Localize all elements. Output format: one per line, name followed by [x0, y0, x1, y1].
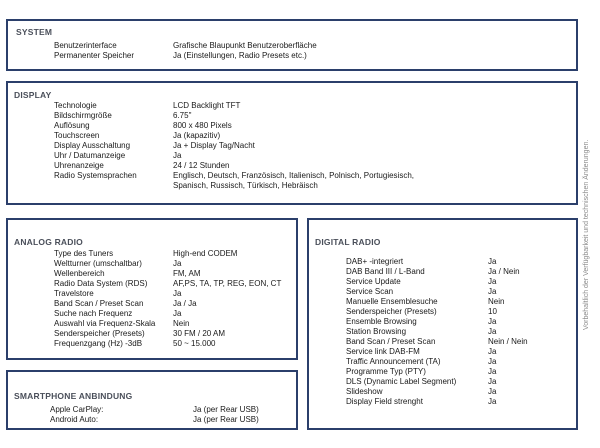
spec-label: Android Auto:: [50, 415, 99, 424]
spec-label: Touchscreen: [54, 131, 100, 140]
spec-value: 10: [488, 307, 497, 316]
spec-value: Nein / Nein: [488, 337, 528, 346]
display-title: DISPLAY: [14, 90, 52, 100]
analog-radio-panel: [6, 218, 298, 360]
spec-value: 50 ~ 15.000: [173, 339, 216, 348]
spec-label: Bildschirmgröße: [54, 111, 112, 120]
spec-value: Ja: [488, 397, 497, 406]
spec-value: Ja + Display Tag/Nacht: [173, 141, 255, 150]
spec-value: Spanisch, Russisch, Türkisch, Hebräisch: [173, 181, 318, 190]
smartphone-title: SMARTPHONE ANBINDUNG: [14, 391, 133, 401]
spec-value: 800 x 480 Pixels: [173, 121, 232, 130]
spec-value: Grafische Blaupunkt Benutzeroberfläche: [173, 41, 317, 50]
spec-label: DAB Band III / L-Band: [346, 267, 425, 276]
spec-label: Type des Tuners: [54, 249, 114, 258]
spec-label: Programme Typ (PTY): [346, 367, 426, 376]
spec-value: High-end CODEM: [173, 249, 238, 258]
spec-label: Auflösung: [54, 121, 90, 130]
spec-value: Ja: [173, 309, 182, 318]
spec-label: Weltturner (umschaltbar): [54, 259, 142, 268]
spec-label: Slideshow: [346, 387, 383, 396]
spec-value: Ja: [173, 151, 182, 160]
spec-value: AF,PS, TA, TP, REG, EON, CT: [173, 279, 282, 288]
spec-label: Service Scan: [346, 287, 394, 296]
spec-value: Ja: [488, 327, 497, 336]
spec-label: Display Ausschaltung: [54, 141, 131, 150]
spec-label: Uhr / Datumanzeige: [54, 151, 126, 160]
spec-value: Ja (per Rear USB): [193, 415, 259, 424]
spec-value: Ja: [173, 259, 182, 268]
spec-value: Ja: [488, 367, 497, 376]
spec-label: Senderspeicher (Presets): [346, 307, 437, 316]
spec-value: LCD Backlight TFT: [173, 101, 241, 110]
spec-label: DLS (Dynamic Label Segment): [346, 377, 457, 386]
spec-value: Ja (Einstellungen, Radio Presets etc.): [173, 51, 307, 60]
digital-radio-panel: [307, 218, 578, 430]
spec-value: FM, AM: [173, 269, 201, 278]
spec-value: Ja (kapazitiv): [173, 131, 221, 140]
spec-label: Suche nach Frequenz: [54, 309, 133, 318]
spec-label: Apple CarPlay:: [50, 405, 104, 414]
spec-label: Travelstore: [54, 289, 94, 298]
spec-value: Ja: [488, 387, 497, 396]
smartphone-panel: [6, 370, 298, 430]
spec-value: Ja: [488, 277, 497, 286]
spec-label: Radio Data System (RDS): [54, 279, 148, 288]
spec-label: Display Field strenght: [346, 397, 423, 406]
spec-label: Auswahl via Frequenz-Skala: [54, 319, 156, 328]
spec-value: Ja / Ja: [173, 299, 197, 308]
spec-label: Band Scan / Preset Scan: [346, 337, 436, 346]
spec-label: Technologie: [54, 101, 97, 110]
spec-label: Permanenter Speicher: [54, 51, 135, 60]
spec-label: Radio Systemsprachen: [54, 171, 137, 180]
spec-value: Ja: [173, 289, 182, 298]
spec-value: 30 FM / 20 AM: [173, 329, 226, 338]
spec-value: Ja: [488, 377, 497, 386]
spec-value: Englisch, Deutsch, Französisch, Italienisch, Polnisch, Portugiesisch,: [173, 171, 414, 180]
spec-value: Ja / Nein: [488, 267, 520, 276]
digital-radio-title: DIGITAL RADIO: [315, 237, 381, 247]
spec-label: Uhrenanzeige: [54, 161, 104, 170]
spec-label: Service link DAB-FM: [346, 347, 420, 356]
system-title: SYSTEM: [16, 27, 53, 37]
spec-label: DAB+ -integriert: [346, 257, 404, 266]
spec-label: Ensemble Browsing: [346, 317, 417, 326]
spec-label: Band Scan / Preset Scan: [54, 299, 144, 308]
display-panel: [6, 81, 578, 205]
spec-value: Ja: [488, 287, 497, 296]
spec-label: Station Browsing: [346, 327, 407, 336]
spec-value: Nein: [488, 297, 505, 306]
spec-value: 24 / 12 Stunden: [173, 161, 230, 170]
spec-value: 6.75": [173, 111, 192, 120]
spec-label: Traffic Announcement (TA): [346, 357, 441, 366]
spec-label: Senderspeicher (Presets): [54, 329, 145, 338]
spec-value: Ja: [488, 317, 497, 326]
analog-radio-title: ANALOG RADIO: [14, 237, 83, 247]
spec-value: Ja (per Rear USB): [193, 405, 259, 414]
spec-label: Benutzerinterface: [54, 41, 117, 50]
spec-value: Ja: [488, 347, 497, 356]
spec-value: Nein: [173, 319, 190, 328]
spec-value: Ja: [488, 257, 497, 266]
spec-label: Frequenzgang (Hz) -3dB: [54, 339, 143, 348]
spec-value: Ja: [488, 357, 497, 366]
spec-label: Manuelle Ensemblesuche: [346, 297, 438, 306]
spec-label: Wellenbereich: [54, 269, 105, 278]
system-panel: [6, 19, 578, 71]
disclaimer-note: Vorbehaltlich der Verfügbarkeit und technischen Änderungen.: [583, 139, 590, 330]
spec-label: Service Update: [346, 277, 401, 286]
